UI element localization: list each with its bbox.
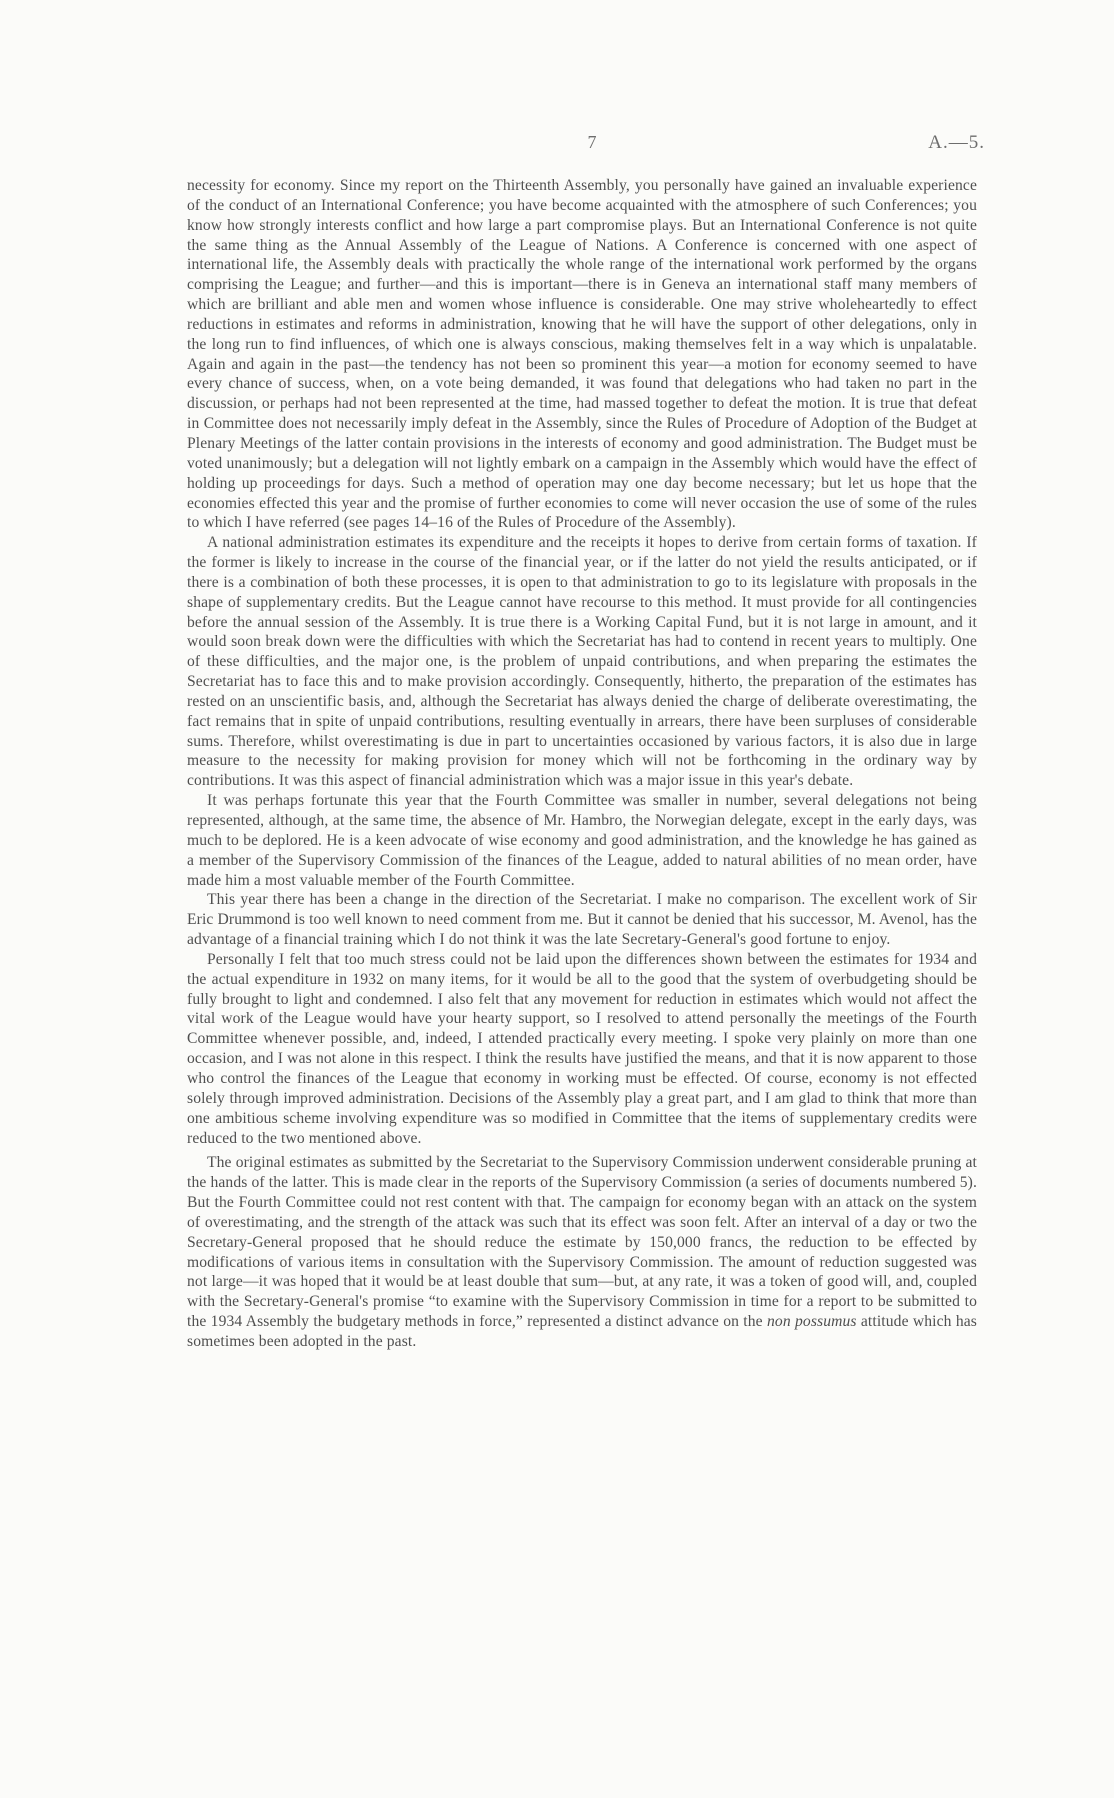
paragraph-6-latin-phrase: non possumus <box>767 1313 857 1331</box>
paragraph-6-ending: attitude which has sometimes been adopted in the past. <box>187 1313 977 1350</box>
page-number: 7 <box>587 132 597 152</box>
paragraph-5: Personally I felt that too much stress could not be laid upon the differences shown between the estimates for 1934 and the actual expenditure in 1932 on many items, for it would be all to the good that the system of overbudgeting should be fully brought to light and condemned. I also felt that any movement for reduction in estimates which would not affect the vital work of the League would have your hearty support, so I resolved to attend personally the meetings of the Fourth Committee whenever possible, and, indeed, I attended practically every meeting. I spoke very plainly on more than one occasion, and I was not alone in this respect. I think the results have justified the means, and that it is now apparent to those who control the finances of the League that economy in working must be effected. Of course, economy is not effected solely through improved administration. Decisions of the Assembly play a great part, and I am glad to think that more than one ambitious scheme involving expenditure was so modified in Committee that the items of supplementary credits were reduced to the two mentioned above. <box>187 950 977 1147</box>
body-text <box>187 176 977 1352</box>
paragraph-3: It was perhaps fortunate this year that the Fourth Committee was smaller in number, several delegations not being represented, although, at the same time, the absence of Mr. Hambro, the Norwegian delegate, except in the early days, was much to be deplored. He is a keen advocate of wise economy and good administration, and the knowledge he has gained as a member of the Supervisory Commission of the finances of the League, added to natural abilities of no mean order, have made him a most valuable member of the Fourth Committee. <box>187 792 977 889</box>
page-header <box>187 132 997 156</box>
paragraph-1: necessity for economy. Since my report on the Thirteenth Assembly, you personally have gained an invaluable experience of the conduct of an International Conference; you have become acquainted with the atmosphere of such Conferences; you know how strongly interests conflict and how large a part compromise plays. But an International Conference is not quite the same thing as the Annual Assembly of the League of Nations. A Conference is concerned with one aspect of international life, the Assembly deals with practically the whole range of the international work performed by the organs comprising the League; and further—and this is important—there is in Geneva an international staff many members of which are brilliant and able men and women whose influence is considerable. One may strive wholeheartedly to effect reductions in estimates and reforms in administration, knowing that he will have the support of other delegations, only in the long run to find influences, of which one is always conscious, making themselves felt in a way which is unpalatable. Again and again in the past—the tendency has not been so prominent this year—a motion for economy seemed to have every chance of success, when, on a vote being demanded, it was found that delegations who had taken no part in the discussion, or perhaps had not been represented at the time, had massed together to defeat the motion. It is true that defeat in Committee does not necessarily imply defeat in the Assembly, since the Rules of Procedure of Adoption of the Budget at Plenary Meetings of the latter contain provisions in the interests of economy and good administration. The Budget must be voted unanimously; but a delegation will not lightly embark on a campaign in the Assembly which would have the effect of holding up proceedings for days. Such a method of operation may one day become necessary; but let us hope that the economies effected this year and the promise of further economies to come will never occasion the use of some of the rules to which I have referred (see pages 14–16 of the Rules of Procedure of the Assembly). <box>187 177 977 532</box>
paragraph-2: A national administration estimates its expenditure and the receipts it hopes to derive from certain forms of taxation. If the former is likely to increase in the course of the financial year, or if the latter do not yield the results anticipated, or if there is a combination of both these processes, it is open to that administration to go to its legislature with proposals in the shape of supplementary credits. But the League cannot have recourse to this method. It must provide for all contingencies before the annual session of the Assembly. It is true there is a Working Capital Fund, but it is not large in amount, and it would soon break down were the difficulties with which the Secretariat has had to contend in recent years to multiply. One of these difficulties, and the major one, is the problem of unpaid contributions, and when preparing the estimates the Secretariat has to face this and to make provision accordingly. Consequently, hitherto, the preparation of the estimates has rested on an unscientific basis, and, although the Secretariat has always denied the charge of deliberate overestimating, the fact remains that in spite of unpaid contributions, resulting eventually in arrears, there have been surpluses of considerable sums. Therefore, whilst overestimating is due in part to uncertainties occasioned by various factors, it is also due in large measure to the necessity for making provision for money which will not be forthcoming in the ordinary way by contributions. It was this aspect of financial administration which was a major issue in this year's debate. <box>187 534 977 790</box>
paragraph-6 <box>187 1153 977 1351</box>
document-reference: A.—5. <box>928 132 985 153</box>
paragraph-4: This year there has been a change in the direction of the Secretariat. I make no comparison. The excellent work of Sir Eric Drummond is too well known to need comment from me. But it cannot be denied that his successor, M. Avenol, has the advantage of a financial training which I do not think it was the late Secretary-General's good fortune to enjoy. <box>187 891 977 949</box>
paragraph-6-text: The original estimates as submitted by the Secretariat to the Supervisory Commission underwent considerable pruning at the hands of the latter. This is made clear in the reports of the Supervisory Commission (a series of documents numbered 5). But the Fourth Committee could not rest content with that. The campaign for economy began with an attack on the system of overestimating, and the strength of the attack was such that its effect was soon felt. After an interval of a day or two the Secretary-General proposed that he should reduce the estimate by 150,000 francs, the reduction to be effected by modifications of various items in consultation with the Supervisory Commission. The amount of reduction suggested was not large—it was hoped that it would be at least double that sum—but, at any rate, it was a token of good will, and, coupled with the Secretary-General's promise “to examine with the Supervisory Commission in time for a report to be submitted to the 1934 Assembly the budgetary methods in force,” represented a distinct advance on the <box>187 1154 977 1331</box>
